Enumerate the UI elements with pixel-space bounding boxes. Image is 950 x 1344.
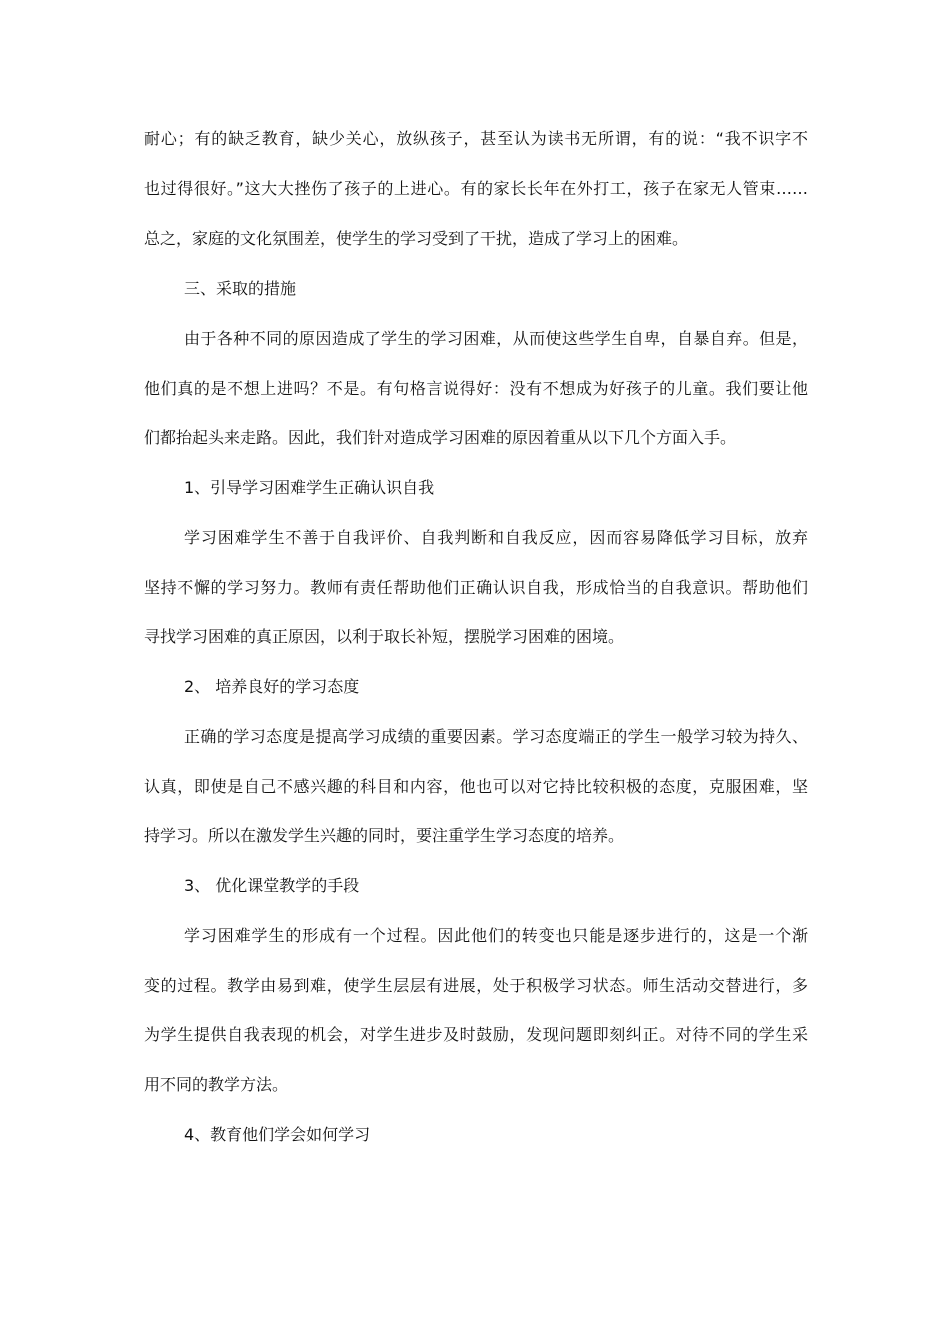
subsection-heading: 3、 优化课堂教学的手段 (184, 876, 360, 895)
paragraph-line: 耐心；有的缺乏教育，缺少关心，放纵孩子，甚至认为读书无所谓，有的说：“我不识字不 (144, 129, 808, 148)
paragraph-line: 为学生提供自我表现的机会，对学生进步及时鼓励，发现问题即刻纠正。对待不同的学生采 (144, 1025, 808, 1044)
paragraph-line: 变的过程。教学由易到难，使学生层层有进展，处于积极学习状态。师生活动交替进行，多 (144, 976, 808, 995)
section-heading: 三、采取的措施 (184, 279, 297, 298)
paragraph-line: 他们真的是不想上进吗？不是。有句格言说得好：没有不想成为好孩子的儿童。我们要让他 (144, 379, 808, 398)
paragraph-line: 学习困难学生不善于自我评价、自我判断和自我反应，因而容易降低学习目标，放弃 (184, 528, 808, 547)
paragraph-line: 由于各种不同的原因造成了学生的学习困难，从而使这些学生自卑，自暴自弃。但是， (184, 329, 808, 348)
subsection-heading: 1、引导学习困难学生正确认识自我 (184, 478, 435, 497)
subsection-heading: 4、教育他们学会如何学习 (184, 1125, 371, 1144)
paragraph-line: 坚持不懈的学习努力。教师有责任帮助他们正确认识自我，形成恰当的自我意识。帮助他们 (144, 578, 808, 597)
paragraph-line: 学习困难学生的形成有一个过程。因此他们的转变也只能是逐步进行的，这是一个渐 (184, 926, 808, 945)
paragraph-line: 们都抬起头来走路。因此，我们针对造成学习困难的原因着重从以下几个方面入手。 (144, 428, 737, 447)
paragraph-line: 总之，家庭的文化氛围差，使学生的学习受到了干扰，造成了学习上的困难。 (144, 229, 689, 248)
paragraph-line: 正确的学习态度是提高学习成绩的重要因素。学习态度端正的学生一般学习较为持久、 (184, 727, 808, 746)
paragraph-line: 寻找学习困难的真正原因，以利于取长补短，摆脱学习困难的困境。 (144, 627, 625, 646)
paragraph-line: 用不同的教学方法。 (144, 1075, 289, 1094)
subsection-heading: 2、 培养良好的学习态度 (184, 677, 360, 696)
paragraph-line: 也过得很好。”这大大挫伤了孩子的上进心。有的家长长年在外打工，孩子在家无人管束…… (144, 179, 808, 198)
paragraph-line: 持学习。所以在激发学生兴趣的同时，要注重学生学习态度的培养。 (144, 826, 625, 845)
paragraph-line: 认真，即使是自己不感兴趣的科目和内容，他也可以对它持比较积极的态度，克服困难，坚 (144, 777, 808, 796)
